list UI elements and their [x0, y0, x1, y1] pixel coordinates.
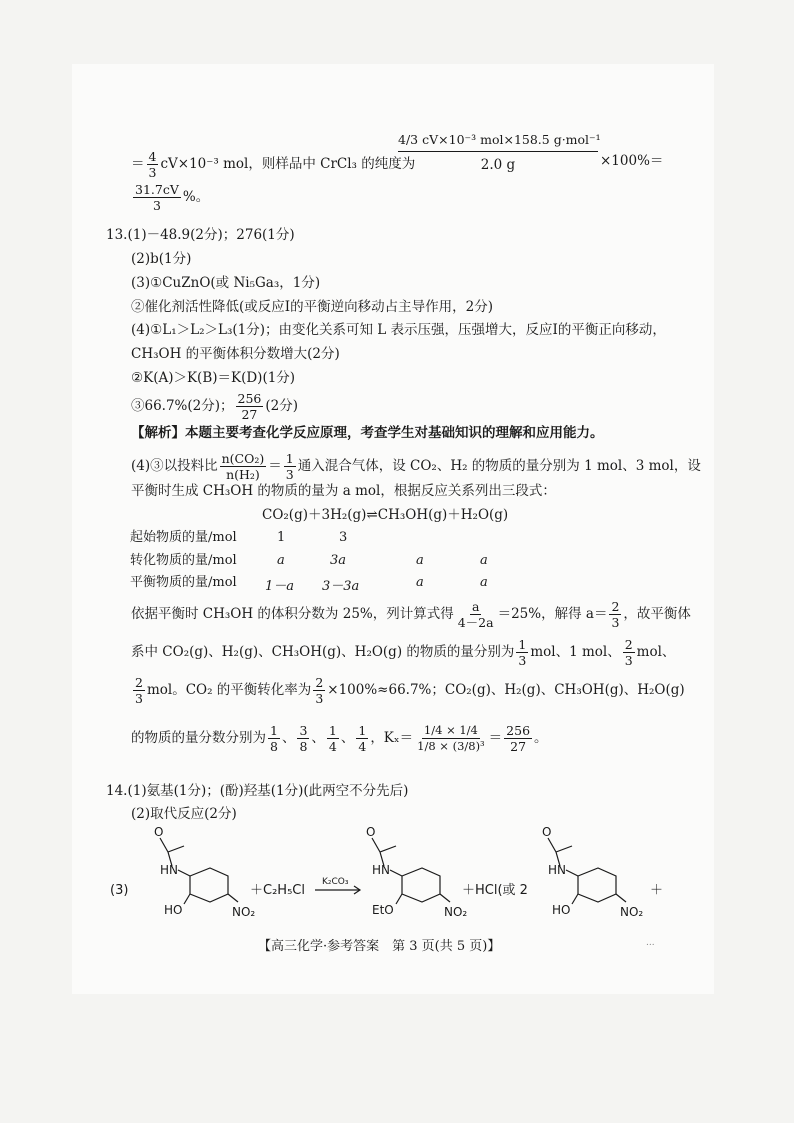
analysis-p2: 平衡时生成 CH₃OH 的物质的量为 a mol，根据反应关系列出三段式：	[131, 483, 556, 499]
ho-label-3: HO	[552, 903, 571, 917]
no2-label-1: NO₂	[232, 905, 256, 919]
q13-line6: CH₃OH 的平衡体积分数增大(2分)	[131, 346, 340, 362]
o-label-2: O	[366, 825, 376, 839]
catalyst-text: K₂CO₃	[322, 877, 349, 887]
row-equil-v3: a	[416, 575, 424, 590]
hcl-text: ＋HCl(或 2	[462, 883, 528, 898]
row-equil-v2: 3－3a	[322, 579, 360, 594]
reaction-equation: CO₂(g)＋3H₂(g)⇌CH₃OH(g)＋H₂O(g)	[262, 507, 509, 523]
q13-line8: ③66.7%(2分)； $\frac{256}{27}$ (2分)	[131, 391, 298, 422]
no2-label-2: NO₂	[444, 905, 468, 919]
q14-line2: (2)取代反应(2分)	[131, 806, 237, 822]
fraction-4-3: $\frac{4}{3}$	[148, 149, 157, 180]
row-initial-label: 起始物质的量/mol	[130, 530, 237, 545]
row-change-v3: a	[416, 553, 424, 568]
reagent-text: ＋C₂H₅Cl	[250, 883, 305, 898]
purity-fraction: 4/3 cV×10⁻³ mol×158.5 g·mol⁻¹ 2.0 g	[398, 132, 601, 173]
purity-result: $\frac{31.7cV}{3}$ %。	[135, 182, 210, 213]
row-initial-v2: 3	[339, 530, 348, 545]
hn-label-2: HN	[372, 863, 390, 877]
eto-label: EtO	[372, 903, 394, 917]
row-change-v2: 3a	[330, 553, 347, 568]
footer-dots: ...	[646, 938, 655, 948]
q14-part3-label: (3)	[110, 883, 129, 898]
page-footer: 【高三化学·参考答案 第 3 页(共 5 页)】	[258, 939, 501, 954]
row-equil-v1: 1－a	[265, 579, 295, 594]
o-label-1: O	[154, 825, 164, 839]
purity-line: ＝ $\frac{4}{3}$ cV×10⁻³ mol，则样品中 CrCl₃ 的纯度为	[131, 149, 416, 180]
q13-line2: (2)b(1分)	[131, 251, 192, 267]
analysis-p5: $\frac{2}{3}$ mol。CO₂ 的平衡转化率为 $\frac{2}{3}$ ×100%≈66.7%；CO₂(g)、H₂(g)、CH₃OH(g)、H₂O(g)	[135, 675, 685, 706]
q14-line1: 14.(1)氨基(1分)；(酚)羟基(1分)(此两空不分先后)	[106, 783, 409, 799]
hn-label-3: HN	[548, 863, 566, 877]
reaction-scheme	[110, 824, 670, 928]
no2-label-3: NO₂	[620, 905, 644, 919]
analysis-title: 【解析】本题主要考查化学反应原理，考查学生对基础知识的理解和应用能力。	[131, 425, 604, 441]
q13-line4: ②催化剂活性降低(或反应Ⅰ的平衡逆向移动占主导作用，2分)	[131, 299, 493, 315]
row-initial-v1: 1	[277, 530, 286, 545]
ho-label-1: HO	[164, 903, 183, 917]
plus-end: ＋	[650, 883, 664, 898]
q13-line7: ②K(A)＞K(B)＝K(D)(1分)	[131, 370, 296, 386]
row-change-label: 转化物质的量/mol	[130, 553, 237, 568]
analysis-p6: 的物质的量分数分别为 $\frac{1}{8}$ 、 $\frac{3}{8}$ 、 $\frac{1}{4}$ 、 $\frac{1}{4}$ ，Kₓ＝ $\frac{1/4 \times 1/4}{\text{1/8 × (3/8)³}}$ ＝ $\frac{256}{27}$ 。	[131, 723, 548, 754]
q13-line1: 13.(1)－48.9(2分)；276(1分)	[106, 227, 295, 243]
analysis-p3: 依据平衡时 CH₃OH 的体积分数为 25%，列计算式得 $\frac{a}{4-2a}$ ＝25%，解得 a＝ $\frac{2}{3}$ ，故平衡体	[131, 599, 691, 630]
hn-label-1: HN	[160, 863, 178, 877]
row-equil-label: 平衡物质的量/mol	[130, 575, 237, 590]
analysis-p1: (4)③以投料比 $\frac{\text{n(CO₂)}}{\text{n(H₂)}}$ ＝ $\frac{1}{3}$ 通入混合气体，设 CO₂、H₂ 的物质的量分别为 1 mol、3 mol，设	[131, 451, 701, 482]
o-label-3: O	[542, 825, 552, 839]
purity-tail: ×100%＝	[600, 153, 664, 169]
row-change-v4: a	[480, 553, 488, 568]
q13-line5: (4)①L₁＞L₂＞L₃(1分)；由变化关系可知 L 表示压强，压强增大，反应Ⅰ的平衡正向移动，	[131, 322, 666, 338]
row-equil-v4: a	[480, 575, 488, 590]
analysis-p4: 系中 CO₂(g)、H₂(g)、CH₃OH(g)、H₂O(g) 的物质的量分别为 $\frac{1}{3}$ mol、1 mol、 $\frac{2}{3}$ mol、	[131, 637, 676, 668]
row-change-v1: a	[277, 553, 285, 568]
q13-line3: (3)①CuZnO(或 Ni₅Ga₃，1分)	[131, 275, 321, 291]
